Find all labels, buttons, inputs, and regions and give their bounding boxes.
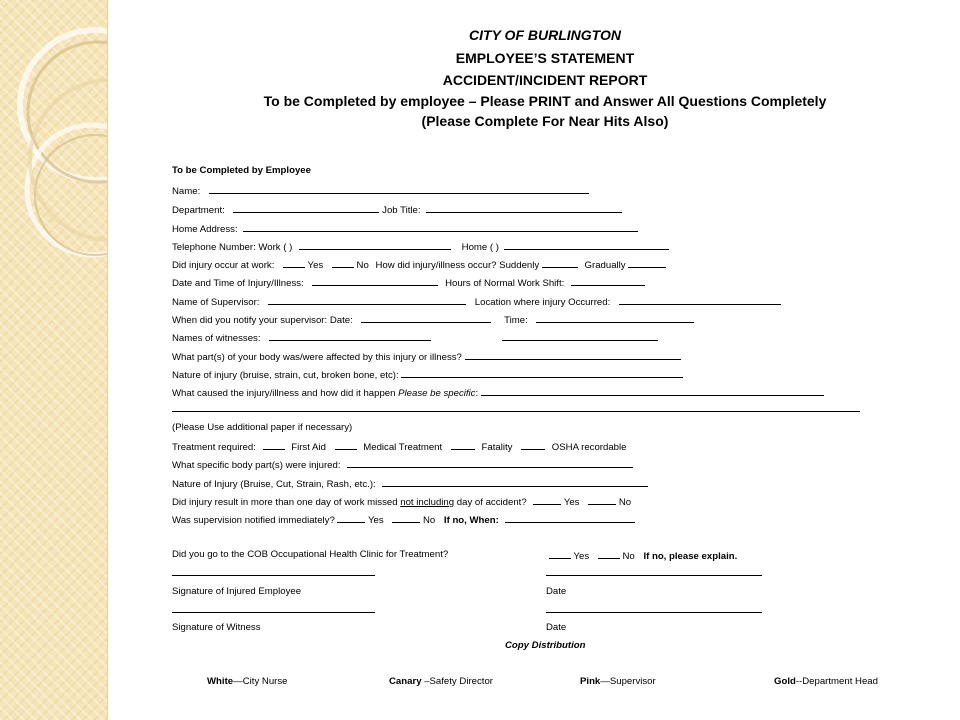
gradually-field[interactable] xyxy=(628,258,666,268)
home-address-row xyxy=(172,222,638,236)
nature2-row xyxy=(172,477,648,491)
witnesses-row xyxy=(172,331,658,345)
supervisor-field[interactable] xyxy=(268,295,466,305)
supervision-no-field[interactable] xyxy=(392,513,420,523)
body-parts-field[interactable] xyxy=(465,350,681,360)
cause-row: What caused the injury/illness and how did it happen Please be specific: xyxy=(172,386,824,400)
gold-label: Gold xyxy=(774,676,796,687)
specific-parts-field[interactable] xyxy=(347,458,633,468)
cause-field-1[interactable] xyxy=(481,386,824,396)
white-label: White xyxy=(207,676,234,687)
additional-note: (Please Use additional paper if necessary) xyxy=(172,422,353,433)
nature-field[interactable] xyxy=(401,368,683,378)
body-parts-row xyxy=(172,350,681,364)
date-time-field[interactable] xyxy=(312,276,438,286)
job-title-label: Job Title: xyxy=(382,205,421,216)
fatality-label: Fatality xyxy=(481,442,513,453)
missed-no-field[interactable] xyxy=(588,495,616,505)
clinic-yes-field[interactable] xyxy=(549,549,571,559)
cause-specific-label: Please be specific xyxy=(398,388,476,399)
distribution-canary xyxy=(389,676,493,687)
witness-signature-line[interactable] xyxy=(172,612,375,613)
fatality-field[interactable] xyxy=(451,440,475,450)
home-phone-label: Home ( ) xyxy=(461,242,499,253)
osha-label: OSHA recordable xyxy=(551,442,627,453)
witness-1-field[interactable] xyxy=(269,331,431,341)
statement-title: EMPLOYEE’S STATEMENT xyxy=(455,50,635,66)
name-row xyxy=(172,184,589,198)
home-address-label: Home Address: xyxy=(172,224,238,235)
nature-label: Nature of injury (bruise, strain, cut, broken bone, etc): xyxy=(172,370,399,381)
first-aid-label: First Aid xyxy=(291,442,326,453)
medical-label: Medical Treatment xyxy=(363,442,443,453)
canary-label: Canary xyxy=(389,676,422,687)
injured-date-line[interactable] xyxy=(546,575,762,576)
osha-field[interactable] xyxy=(521,440,545,450)
treatment-row xyxy=(172,440,626,454)
supervision-label: Was supervision notified immediately? xyxy=(172,515,335,526)
hours-shift-label: Hours of Normal Work Shift: xyxy=(445,278,565,289)
pink-recipient: —Supervisor xyxy=(600,676,656,687)
witnesses-label: Names of witnesses: xyxy=(172,333,261,344)
medical-field[interactable] xyxy=(335,440,357,450)
injured-date-label: Date xyxy=(546,586,567,597)
report-title: ACCIDENT/INCIDENT REPORT xyxy=(442,72,648,88)
time-label: Time: xyxy=(504,315,528,326)
first-aid-field[interactable] xyxy=(263,440,285,450)
notify-time-field[interactable] xyxy=(536,313,694,323)
injury-no-field[interactable] xyxy=(332,258,354,268)
department-field[interactable] xyxy=(233,203,379,213)
body-parts-label: What part(s) of your body was/were affected by this injury or illness? xyxy=(172,352,462,363)
clinic-no-label: No xyxy=(622,551,635,562)
telephone-label: Telephone Number: Work ( ) xyxy=(172,242,293,253)
how-occur-label: How did injury/illness occur? Suddenly xyxy=(375,260,540,271)
injured-signature-line[interactable] xyxy=(172,575,375,576)
supervisor-row xyxy=(172,295,781,309)
notify-row xyxy=(172,313,694,327)
missed-no-label: No xyxy=(618,497,632,508)
copy-distribution-title: Copy Distribution xyxy=(505,640,586,651)
department-label: Department: xyxy=(172,205,225,216)
injury-yes-field[interactable] xyxy=(283,258,305,268)
section-heading: To be Completed by Employee xyxy=(172,165,311,176)
department-row xyxy=(172,203,622,217)
distribution-gold xyxy=(774,676,878,687)
cob-clinic-answers xyxy=(549,549,737,563)
decorative-sidebar xyxy=(0,0,108,720)
supervisor-label: Name of Supervisor: xyxy=(172,297,260,308)
nature2-label: Nature of Injury (Bruise, Cut, Strain, Rash, etc.): xyxy=(172,479,376,490)
specific-parts-label: What specific body part(s) were injured: xyxy=(172,460,341,471)
yes-label: Yes xyxy=(307,260,324,271)
cause-field-2[interactable] xyxy=(172,411,860,412)
gold-recipient: --Department Head xyxy=(795,676,878,687)
cob-clinic-label: Did you go to the COB Occupational Health Clinic for Treatment? xyxy=(172,549,449,560)
supervision-yes-field[interactable] xyxy=(337,513,365,523)
cause-label: What caused the injury/illness and how did it happen xyxy=(172,388,396,399)
witness-date-label: Date xyxy=(546,622,567,633)
distribution-pink xyxy=(580,676,656,687)
instructions-heading: To be Completed by employee – Please PRINT and Answer All Questions Completely xyxy=(263,93,827,109)
home-phone-field[interactable] xyxy=(504,240,669,250)
if-no-when-label: If no, When: xyxy=(443,515,499,526)
pink-label: Pink xyxy=(580,676,601,687)
white-recipient: —City Nurse xyxy=(233,676,288,687)
if-no-explain-label: If no, please explain. xyxy=(643,551,738,562)
home-address-field[interactable] xyxy=(243,222,638,232)
treatment-label: Treatment required: xyxy=(172,442,256,453)
job-title-field[interactable] xyxy=(426,203,622,213)
injured-signature-label: Signature of Injured Employee xyxy=(172,586,302,597)
city-title: CITY OF BURLINGTON xyxy=(469,27,621,43)
witness-date-line[interactable] xyxy=(546,612,762,613)
missed-yes-field[interactable] xyxy=(533,495,561,505)
date-time-row xyxy=(172,276,645,290)
notify-date-label: When did you notify your supervisor: Date: xyxy=(172,315,353,326)
canary-recipient: –Safety Director xyxy=(421,676,493,687)
clinic-yes-label: Yes xyxy=(573,551,590,562)
specific-parts-row xyxy=(172,458,633,472)
notify-date-field[interactable] xyxy=(361,313,491,323)
location-label: Location where injury Occurred: xyxy=(474,297,611,308)
supervision-yes-label: Yes xyxy=(367,515,384,526)
date-time-label: Date and Time of Injury/Illness: xyxy=(172,278,304,289)
telephone-row xyxy=(172,240,669,254)
decorative-rings xyxy=(0,0,107,720)
work-phone-field[interactable] xyxy=(299,240,451,250)
hours-shift-field[interactable] xyxy=(571,276,645,286)
nature-row xyxy=(172,368,683,382)
nature2-field[interactable] xyxy=(382,477,648,487)
distribution-white xyxy=(207,676,288,687)
missed-work-label-end: day of accident? xyxy=(456,497,527,508)
gradually-label: Gradually xyxy=(584,260,626,271)
no-label: No xyxy=(356,260,369,271)
witness-2-field[interactable] xyxy=(502,331,658,341)
name-field[interactable] xyxy=(209,184,589,194)
missed-work-row xyxy=(172,495,631,509)
missed-yes-label: Yes xyxy=(563,497,580,508)
name-label: Name: xyxy=(172,186,201,197)
suddenly-field[interactable] xyxy=(542,258,578,268)
injury-at-work-row xyxy=(172,258,666,272)
witness-signature-label: Signature of Witness xyxy=(172,622,261,633)
missed-work-label: Did injury result in more than one day of work missed xyxy=(172,497,398,508)
location-field[interactable] xyxy=(619,295,781,305)
near-hits-note: (Please Complete For Near Hits Also) xyxy=(421,113,669,129)
supervision-row xyxy=(172,513,635,527)
injury-at-work-label: Did injury occur at work: xyxy=(172,260,275,271)
clinic-no-field[interactable] xyxy=(598,549,620,559)
if-no-when-field[interactable] xyxy=(505,513,635,523)
not-including-label: not including xyxy=(400,497,455,508)
supervision-no-label: No xyxy=(422,515,436,526)
